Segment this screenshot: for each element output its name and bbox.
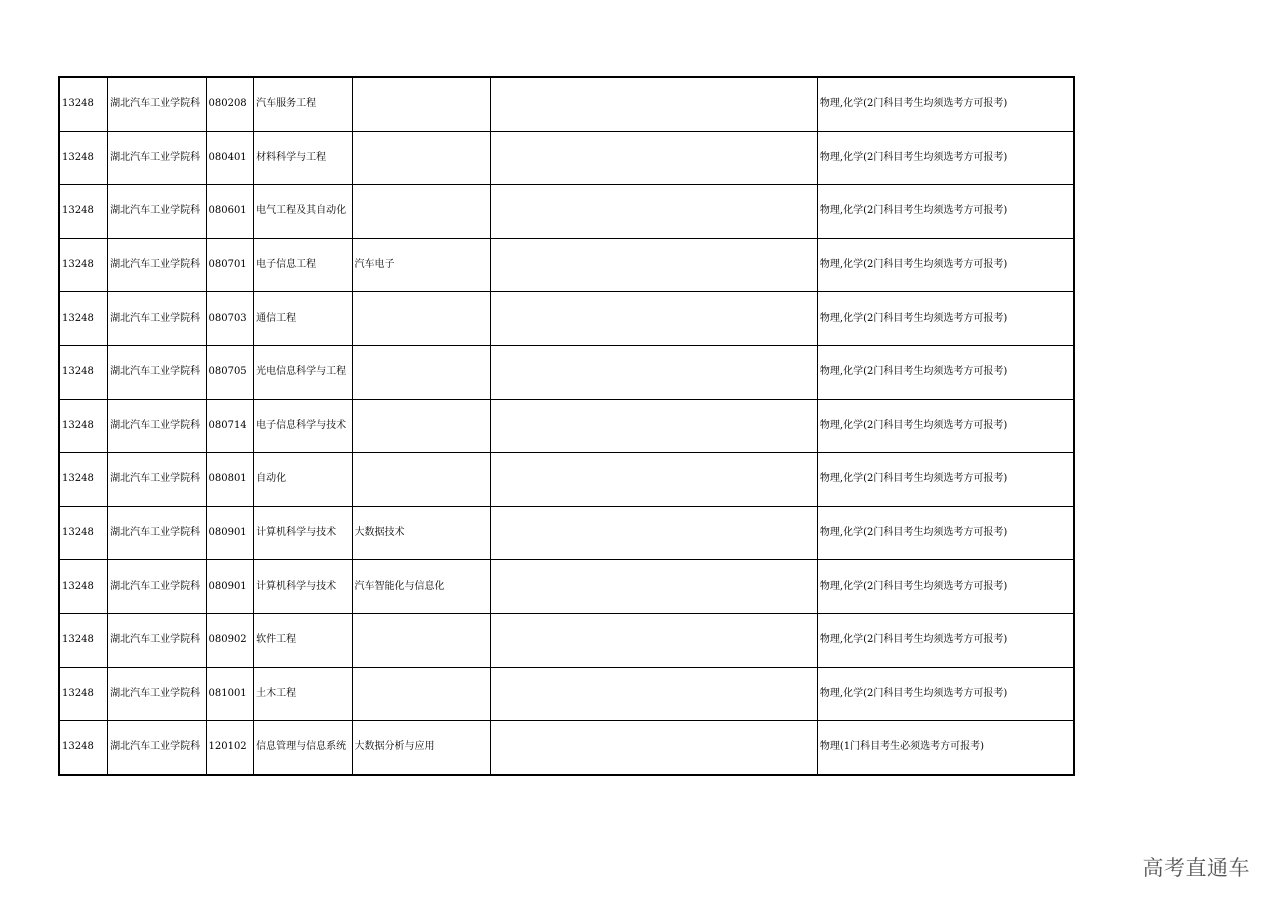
school-code-cell: 13248 bbox=[59, 238, 108, 292]
major-code-cell: 080801 bbox=[206, 453, 254, 507]
school-name-cell: 湖北汽车工业学院科 bbox=[108, 345, 206, 399]
school-name-cell: 湖北汽车工业学院科 bbox=[108, 238, 206, 292]
table-row bbox=[59, 613, 1074, 667]
major-direction-cell bbox=[352, 345, 491, 399]
major-direction-cell bbox=[352, 292, 491, 346]
school-code-cell: 13248 bbox=[59, 613, 108, 667]
school-name-cell: 湖北汽车工业学院科 bbox=[108, 399, 206, 453]
school-name-cell: 湖北汽车工业学院科 bbox=[108, 77, 206, 131]
note-cell bbox=[491, 560, 818, 614]
subject-requirement-cell: 物理,化学(2门科目考生均须选考方可报考) bbox=[817, 613, 1074, 667]
watermark: 高考直通车 bbox=[1142, 856, 1250, 880]
major-code-cell: 081001 bbox=[206, 667, 254, 721]
table-row bbox=[59, 238, 1074, 292]
major-name-cell: 自动化 bbox=[254, 453, 352, 507]
table-row bbox=[59, 453, 1074, 507]
subject-requirement-cell: 物理,化学(2门科目考生均须选考方可报考) bbox=[817, 292, 1074, 346]
school-code-cell: 13248 bbox=[59, 185, 108, 239]
note-cell bbox=[491, 292, 818, 346]
subject-requirement-cell: 物理,化学(2门科目考生均须选考方可报考) bbox=[817, 667, 1074, 721]
subject-requirement-cell: 物理,化学(2门科目考生均须选考方可报考) bbox=[817, 506, 1074, 560]
subject-requirement-cell: 物理,化学(2门科目考生均须选考方可报考) bbox=[817, 345, 1074, 399]
major-code-cell: 080714 bbox=[206, 399, 254, 453]
major-direction-cell bbox=[352, 399, 491, 453]
major-direction-cell bbox=[352, 77, 491, 131]
table-row bbox=[59, 721, 1074, 775]
admission-requirements-table bbox=[58, 76, 1075, 776]
school-name-cell: 湖北汽车工业学院科 bbox=[108, 721, 206, 775]
table-row bbox=[59, 131, 1074, 185]
subject-requirement-cell: 物理(1门科目考生必须选考方可报考) bbox=[817, 721, 1074, 775]
note-cell bbox=[491, 345, 818, 399]
major-name-cell: 材料科学与工程 bbox=[254, 131, 352, 185]
note-cell bbox=[491, 667, 818, 721]
major-name-cell: 光电信息科学与工程 bbox=[254, 345, 352, 399]
major-direction-cell: 大数据技术 bbox=[352, 506, 491, 560]
major-direction-cell bbox=[352, 185, 491, 239]
school-code-cell: 13248 bbox=[59, 506, 108, 560]
major-code-cell: 080701 bbox=[206, 238, 254, 292]
major-name-cell: 信息管理与信息系统 bbox=[254, 721, 352, 775]
major-code-cell: 080703 bbox=[206, 292, 254, 346]
school-name-cell: 湖北汽车工业学院科 bbox=[108, 292, 206, 346]
major-code-cell: 080901 bbox=[206, 506, 254, 560]
school-name-cell: 湖北汽车工业学院科 bbox=[108, 506, 206, 560]
note-cell bbox=[491, 131, 818, 185]
major-name-cell: 计算机科学与技术 bbox=[254, 560, 352, 614]
school-code-cell: 13248 bbox=[59, 131, 108, 185]
school-code-cell: 13248 bbox=[59, 560, 108, 614]
school-code-cell: 13248 bbox=[59, 667, 108, 721]
subject-requirement-cell: 物理,化学(2门科目考生均须选考方可报考) bbox=[817, 453, 1074, 507]
major-name-cell: 软件工程 bbox=[254, 613, 352, 667]
subject-requirement-cell: 物理,化学(2门科目考生均须选考方可报考) bbox=[817, 399, 1074, 453]
major-name-cell: 计算机科学与技术 bbox=[254, 506, 352, 560]
subject-requirement-cell: 物理,化学(2门科目考生均须选考方可报考) bbox=[817, 238, 1074, 292]
major-code-cell: 080601 bbox=[206, 185, 254, 239]
note-cell bbox=[491, 185, 818, 239]
table-row bbox=[59, 399, 1074, 453]
school-name-cell: 湖北汽车工业学院科 bbox=[108, 667, 206, 721]
subject-requirement-cell: 物理,化学(2门科目考生均须选考方可报考) bbox=[817, 131, 1074, 185]
subject-requirement-cell: 物理,化学(2门科目考生均须选考方可报考) bbox=[817, 560, 1074, 614]
table-row bbox=[59, 667, 1074, 721]
school-code-cell: 13248 bbox=[59, 721, 108, 775]
school-code-cell: 13248 bbox=[59, 77, 108, 131]
school-name-cell: 湖北汽车工业学院科 bbox=[108, 560, 206, 614]
subject-requirement-cell: 物理,化学(2门科目考生均须选考方可报考) bbox=[817, 185, 1074, 239]
school-name-cell: 湖北汽车工业学院科 bbox=[108, 613, 206, 667]
major-code-cell: 120102 bbox=[206, 721, 254, 775]
major-code-cell: 080401 bbox=[206, 131, 254, 185]
note-cell bbox=[491, 721, 818, 775]
major-name-cell: 电子信息工程 bbox=[254, 238, 352, 292]
major-code-cell: 080902 bbox=[206, 613, 254, 667]
table-row bbox=[59, 185, 1074, 239]
note-cell bbox=[491, 399, 818, 453]
school-code-cell: 13248 bbox=[59, 453, 108, 507]
major-code-cell: 080705 bbox=[206, 345, 254, 399]
school-code-cell: 13248 bbox=[59, 399, 108, 453]
major-name-cell: 电子信息科学与技术 bbox=[254, 399, 352, 453]
school-code-cell: 13248 bbox=[59, 292, 108, 346]
major-name-cell: 土木工程 bbox=[254, 667, 352, 721]
major-direction-cell: 汽车电子 bbox=[352, 238, 491, 292]
major-code-cell: 080901 bbox=[206, 560, 254, 614]
table-row bbox=[59, 345, 1074, 399]
note-cell bbox=[491, 453, 818, 507]
major-direction-cell bbox=[352, 613, 491, 667]
major-direction-cell bbox=[352, 667, 491, 721]
major-name-cell: 汽车服务工程 bbox=[254, 77, 352, 131]
note-cell bbox=[491, 506, 818, 560]
note-cell bbox=[491, 77, 818, 131]
major-code-cell: 080208 bbox=[206, 77, 254, 131]
major-name-cell: 通信工程 bbox=[254, 292, 352, 346]
major-direction-cell bbox=[352, 131, 491, 185]
table-body bbox=[59, 77, 1074, 775]
major-direction-cell: 汽车智能化与信息化 bbox=[352, 560, 491, 614]
note-cell bbox=[491, 613, 818, 667]
table-row bbox=[59, 560, 1074, 614]
school-name-cell: 湖北汽车工业学院科 bbox=[108, 185, 206, 239]
table-row bbox=[59, 506, 1074, 560]
school-code-cell: 13248 bbox=[59, 345, 108, 399]
note-cell bbox=[491, 238, 818, 292]
table-row bbox=[59, 77, 1074, 131]
table-row bbox=[59, 292, 1074, 346]
major-direction-cell: 大数据分析与应用 bbox=[352, 721, 491, 775]
major-name-cell: 电气工程及其自动化 bbox=[254, 185, 352, 239]
school-name-cell: 湖北汽车工业学院科 bbox=[108, 131, 206, 185]
school-name-cell: 湖北汽车工业学院科 bbox=[108, 453, 206, 507]
major-direction-cell bbox=[352, 453, 491, 507]
subject-requirement-cell: 物理,化学(2门科目考生均须选考方可报考) bbox=[817, 77, 1074, 131]
